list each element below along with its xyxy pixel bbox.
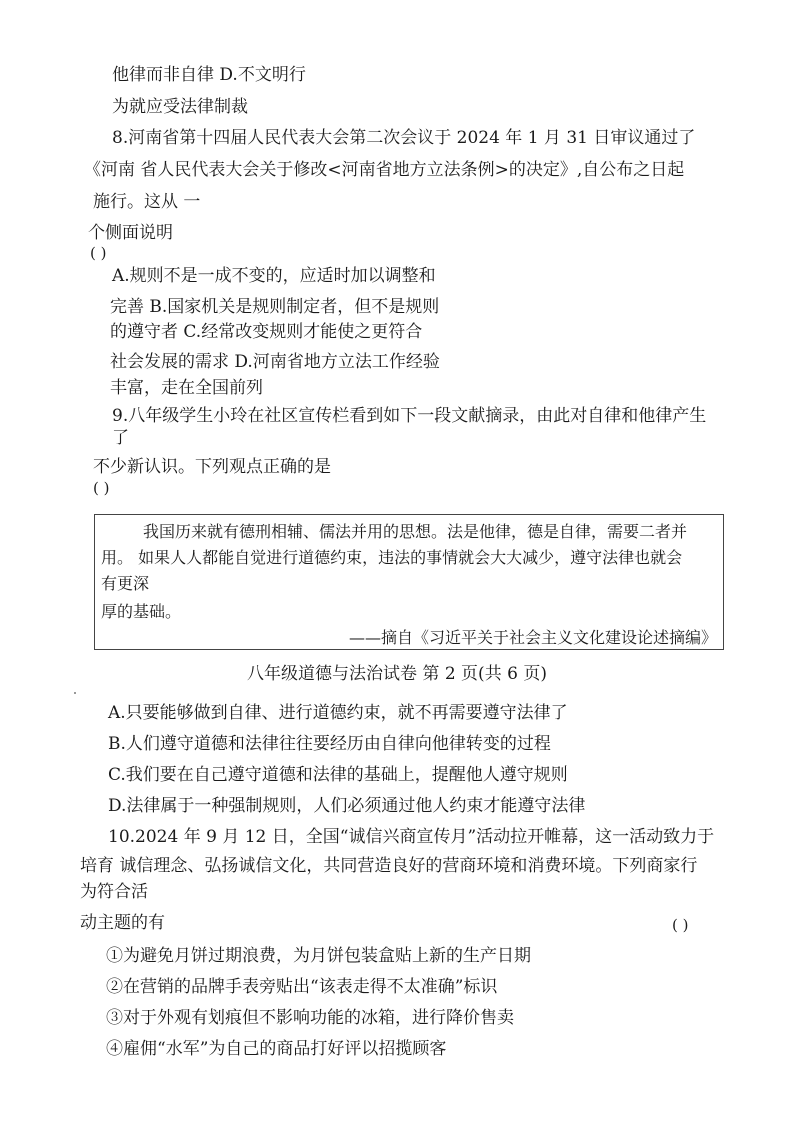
- q10-stem-line-1: 10.2024 年 9 月 12 日，全国“诚信兴商宣传月”活动拉开帷幕，这一活动致力于: [108, 827, 715, 847]
- q8-option-line-5: 丰富，走在全国前列: [110, 378, 263, 398]
- q8-option-line-1: A.规则不是一成不变的，应适时加以调整和: [112, 266, 436, 286]
- q10-answer-blank: ( ): [672, 916, 689, 934]
- q8-option-line-4: 社会发展的需求 D.河南省地方立法工作经验: [110, 352, 440, 372]
- page-footer: 八年级道德与法治试卷 第 2 页(共 6 页): [247, 664, 547, 684]
- q9-option-c: C.我们要在自己遵守道德和法律的基础上，提醒他人遵守规则: [108, 765, 568, 785]
- q10-item-1: ①为避免月饼过期浪费，为月饼包装盒贴上新的生产日期: [106, 946, 531, 966]
- quote-box: [94, 514, 724, 650]
- quote-source: ——摘自《习近平关于社会主义文化建设论述摘编》: [348, 628, 717, 647]
- q9-stem-line-3: 不少新认识。下列观点正确的是: [93, 457, 331, 477]
- q9-option-a: A.只要能够做到自律、进行道德约束，就不再需要遵守法律了: [108, 703, 568, 723]
- q9-stem-line-1: 9.八年级学生小玲在社区宣传栏看到如下一段文献摘录，由此对自律和他律产生: [112, 406, 707, 426]
- q9-stem-line-2: 了: [112, 428, 129, 448]
- q10-item-4: ④雇佣“水军”为自己的商品打好评以招揽顾客: [106, 1039, 447, 1059]
- quote-line-4: 厚的基础。: [101, 602, 182, 621]
- q10-item-2: ②在营销的品牌手表旁贴出“该表走得不太准确”标识: [106, 977, 498, 997]
- q10-item-3: ③对于外观有划痕但不影响功能的冰箱，进行降价售卖: [106, 1008, 514, 1028]
- q7-option-tail-2: 为就应受法律制裁: [112, 97, 248, 117]
- q8-stem-line-3: 施行。这从 一: [93, 192, 201, 212]
- q8-stem-line-2: 《河南 省人民代表大会关于修改<河南省地方立法条例>的决定》,自公布之日起: [84, 160, 685, 180]
- quote-line-1: 我国历来就有德刑相辅、儒法并用的思想。法是他律，德是自律，需要二者并: [143, 522, 688, 541]
- q9-answer-blank: ( ): [93, 479, 110, 497]
- scan-speck: [74, 692, 76, 694]
- q8-option-line-2: 完善 B.国家机关是规则制定者，但不是规则: [110, 297, 440, 317]
- q10-stem-line-4: 动主题的有: [80, 913, 165, 933]
- q9-option-d: D.法律属于一种强制规则，人们必须通过他人约束才能遵守法律: [108, 796, 586, 816]
- q9-option-b: B.人们遵守道德和法律往往要经历由自律向他律转变的过程: [108, 734, 551, 754]
- q8-answer-blank: ( ): [90, 244, 107, 262]
- q8-stem-line-4: 个侧面说明: [88, 223, 173, 243]
- q8-option-line-3: 的遵守者 C.经常改变规则才能使之更符合: [110, 322, 423, 342]
- q10-stem-line-2: 培育 诚信理念、弘扬诚信文化，共同营造良好的营商环境和消费环境。下列商家行: [80, 856, 698, 876]
- q10-stem-line-3: 为符合活: [80, 882, 148, 902]
- q8-stem-line-1: 8.河南省第十四届人民代表大会第二次会议于 2024 年 1 月 31 日审议通过了: [112, 128, 696, 148]
- q7-option-tail-1: 他律而非自律 D.不文明行: [112, 65, 306, 85]
- quote-line-3: 有更深: [101, 574, 150, 593]
- quote-line-2: 用。 如果人人都能自觉进行道德约束，违法的事情就会大大减少，遵守法律也就会: [101, 548, 683, 567]
